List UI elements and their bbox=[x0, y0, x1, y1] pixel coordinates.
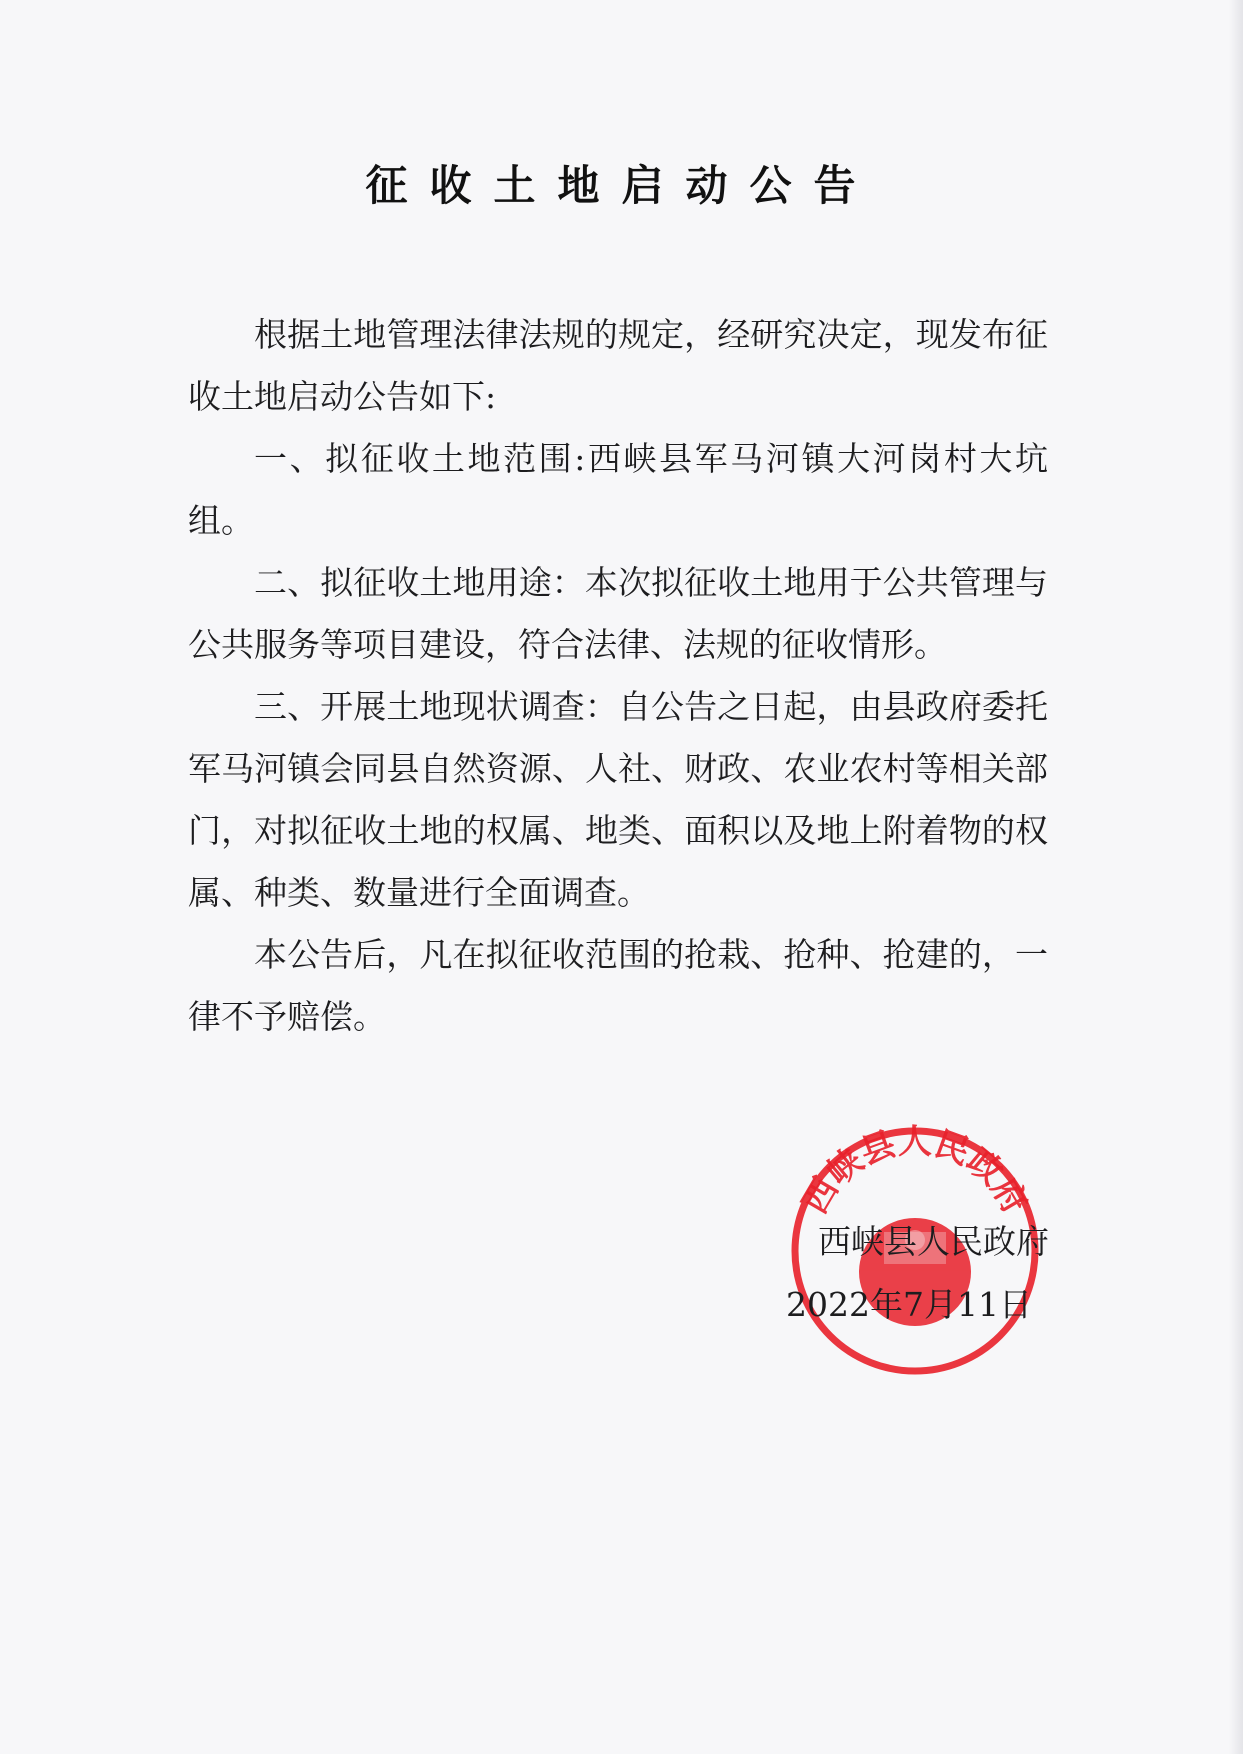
paragraph-notice: 本公告后，凡在拟征收范围的抢栽、抢种、抢建的，一律不予赔偿。 bbox=[188, 935, 1048, 1036]
scan-edge bbox=[1229, 0, 1243, 1754]
issuer-name: 西峡县人民政府 bbox=[818, 1222, 1049, 1261]
issue-date: 2022年7月11日 bbox=[786, 1285, 1032, 1324]
paragraph-scope: 一、拟征收土地范围:西峡县军马河镇大河岗村大坑组。 bbox=[188, 439, 1048, 540]
page-title: 征收土地启动公告 bbox=[365, 161, 878, 210]
paragraph-survey: 三、开展土地现状调查：自公告之日起，由县政府委托军马河镇会同县自然资源、人社、财政、农业农村等相关部门，对拟征收土地的权属、地类、面积以及地上附着物的权属、种类、数量进行全面调查。 bbox=[188, 687, 1048, 912]
svg-text:西峡县人民政府 bbox=[795, 1122, 1035, 1221]
document-body bbox=[188, 304, 1048, 1048]
seal-ring-text: 西峡县人民政府 bbox=[795, 1122, 1035, 1221]
paragraph-intro: 根据土地管理法律法规的规定，经研究决定，现发布征收土地启动公告如下: bbox=[188, 315, 1048, 416]
paragraph-purpose: 二、拟征收土地用途：本次拟征收土地用于公共管理与公共服务等项目建设，符合法律、法规的征收情形。 bbox=[188, 563, 1048, 664]
